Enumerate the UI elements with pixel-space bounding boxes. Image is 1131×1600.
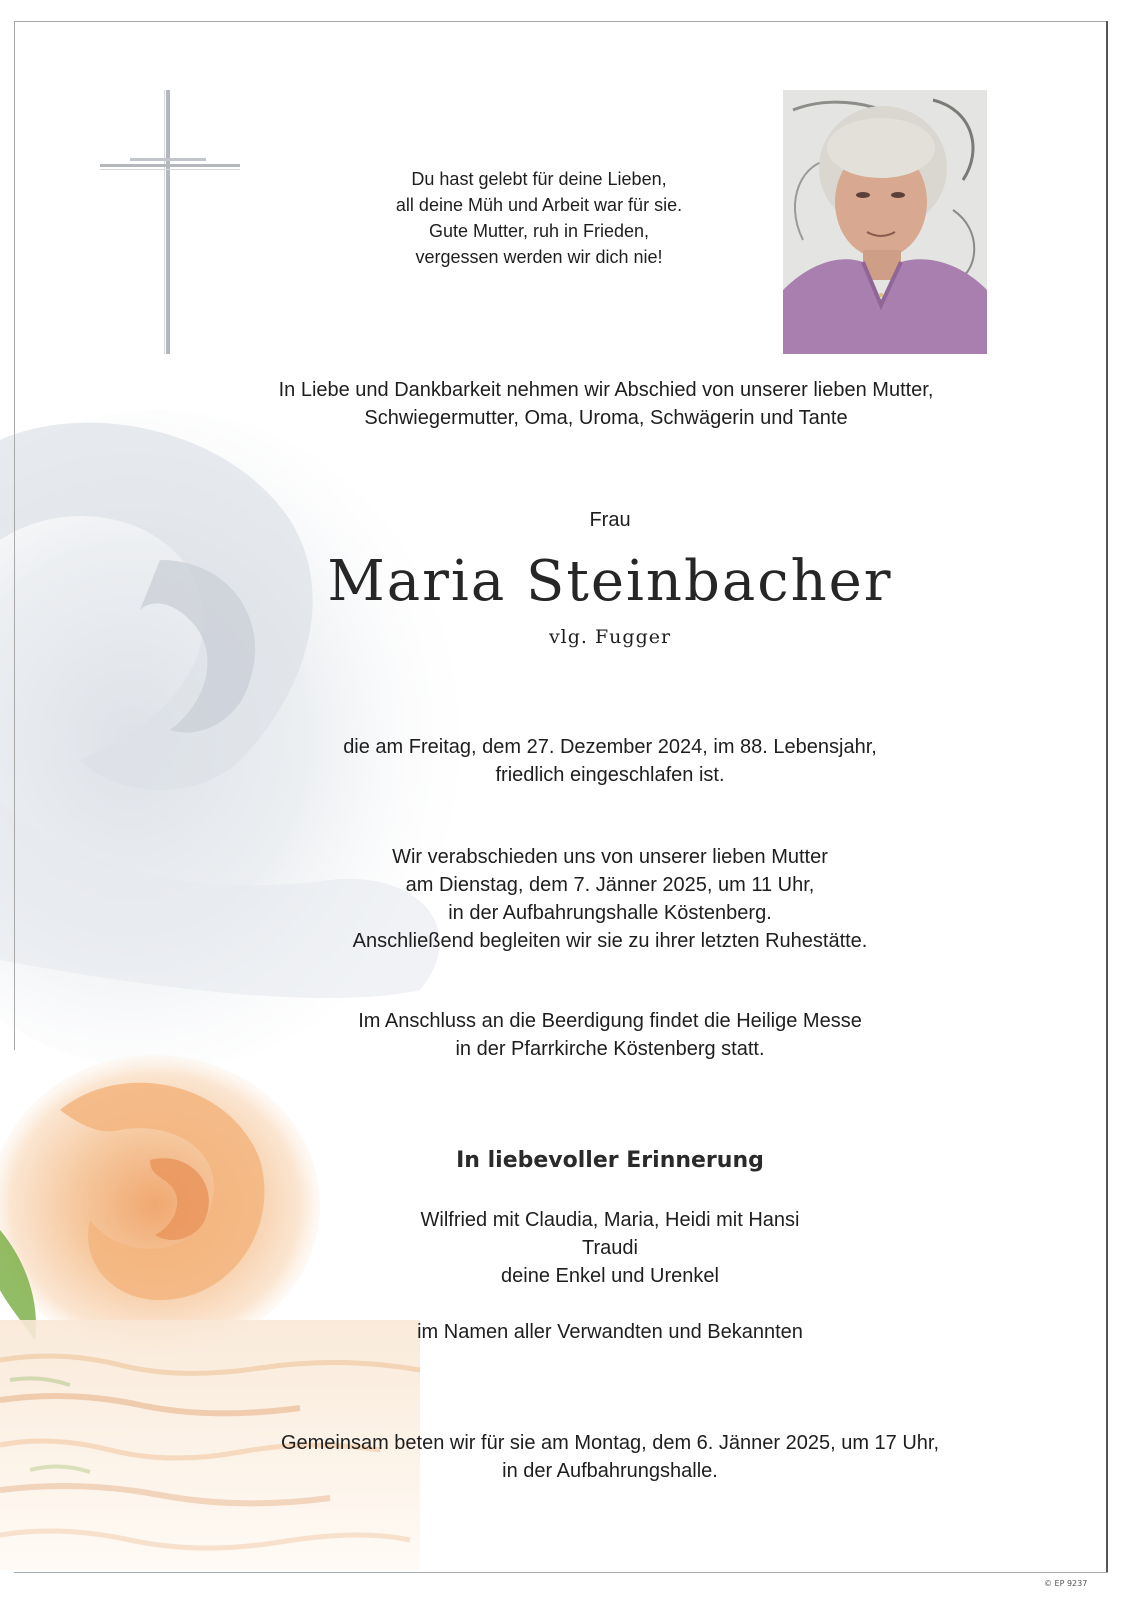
relatives-note: im Namen aller Verwandten und Bekannten xyxy=(417,1321,803,1343)
family-mourners: Wilfried mit Claudia, Maria, Heidi mit Hansi Traudi deine Enkel und Urenkel xyxy=(420,1209,800,1287)
print-code: © EP 9237 xyxy=(1044,1579,1088,1588)
holy-mass-notice: Im Anschluss an die Beerdigung findet die Heilige Messe in der Pfarrkirche Köstenberg statt. xyxy=(358,1010,862,1060)
frame-top-border xyxy=(14,21,1108,22)
frame-right-border xyxy=(1106,21,1108,1573)
deceased-name: Maria Steinbacher xyxy=(327,549,893,614)
farewell-intro: In Liebe und Dankbarkeit nehmen wir Abschied von unserer lieben Mutter, Schwiegermutter, Oma, Uroma, Schwägerin und Tante xyxy=(278,379,934,429)
portrait-photo xyxy=(783,90,987,354)
death-notice: die am Freitag, dem 27. Dezember 2024, im 88. Lebensjahr, friedlich eingeschlafen ist. xyxy=(343,736,877,786)
frame-bottom-border xyxy=(14,1572,1108,1573)
frame-left-border xyxy=(14,21,15,1050)
poem-verse: Du hast gelebt für deine Lieben, all deine Müh und Arbeit war für sie. Gute Mutter, ruh in Frieden, vergessen werden wir dich nie! xyxy=(395,169,683,267)
salutation: Frau xyxy=(589,509,631,531)
memory-heading: In liebevoller Erinnerung xyxy=(456,1148,764,1173)
prayer-notice: Gemeinsam beten wir für sie am Montag, dem 6. Jänner 2025, um 17 Uhr, in der Aufbahrungshalle. xyxy=(280,1432,940,1482)
latin-cross-icon xyxy=(100,90,240,360)
vulgo-name: vlg. Fugger xyxy=(548,626,672,648)
farewell-ceremony: Wir verabschieden uns von unserer lieben Mutter am Dienstag, dem 7. Jänner 2025, um 11 Uhr, in der Aufbahrungshalle Köstenberg. Anschließend begleiten wir sie zu ihrer letzten Ruhestätte. xyxy=(352,846,868,952)
